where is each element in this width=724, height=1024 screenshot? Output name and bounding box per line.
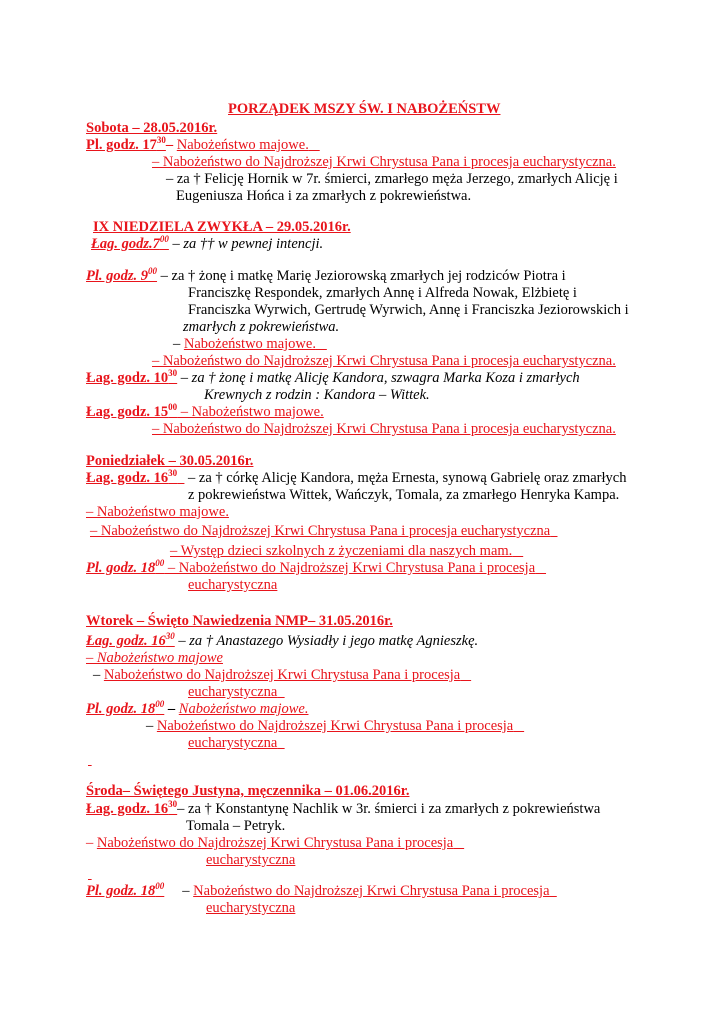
page-title: PORZĄDEK MSZY ŚW. I NABOŻEŃSTW <box>228 101 501 117</box>
sunday-line-10: Łag. godz. $15^{00}$ – Nabożeństwo majowe. <box>86 402 324 420</box>
monday-line-4: – Nabożeństwo do Najdroższej Krwi Chrystusa Pana i procesja eucharystyczna <box>90 523 551 539</box>
monday-line-1: Łag. godz. $16^{30}$ – za † córkę Alicję Kandora, męża Ernesta, synową Gabrielę oraz zmarłych <box>86 468 627 486</box>
tuesday-line-7: eucharystyczna <box>188 735 278 751</box>
saturday-line-2: – Nabożeństwo do Najdroższej Krwi Chrystusa Pana i procesja eucharystyczna. <box>152 154 616 170</box>
wednesday-line-3: – Nabożeństwo do Najdroższej Krwi Chrystusa Pana i procesja <box>86 835 454 851</box>
monday-heading: Poniedziałek – 30.05.2016r. <box>86 453 254 469</box>
sunday-line-3: Franciszkę Respondek, zmarłych Annę i Alfreda Nowak, Elżbietę i <box>188 285 577 301</box>
sunday-line-6: – Nabożeństwo majowe. <box>173 336 316 352</box>
wednesday-line-4: eucharystyczna <box>206 852 296 868</box>
tuesday-heading: Wtorek – Święto Nawiedzenia NMP– 31.05.2016r. <box>86 613 393 629</box>
tuesday-line-1: Łag. godz. $16^{30}$ – za † Anastazego Wysiadły i jego matkę Agnieszkę. <box>86 631 479 649</box>
sunday-line-11: – Nabożeństwo do Najdroższej Krwi Chrystusa Pana i procesja eucharystyczna. <box>152 421 616 437</box>
wednesday-line-5: Pl. godz. $18^{00}$ – Nabożeństwo do Najdroższej Krwi Chrystusa Pana i procesja <box>86 881 550 899</box>
monday-line-5: – Występ dzieci szkolnych z życzeniami dla naszych mam. <box>170 543 513 559</box>
monday-line-6: Pl. godz. $18^{00}$ – Nabożeństwo do Najdroższej Krwi Chrystusa Pana i procesja <box>86 558 536 576</box>
saturday-line-1: Pl. godz. $17^{30}-$ Nabożeństwo majowe. <box>86 135 309 153</box>
tuesday-line-3: – Nabożeństwo do Najdroższej Krwi Chrystusa Pana i procesja <box>93 667 461 683</box>
wednesday-line-1: Łag. godz. $16^{30}-$ za † Konstantynę Nachlik w 3r. śmierci i za zmarłych z pokrewieństwa <box>86 799 601 817</box>
sunday-heading: IX NIEDZIELA ZWYKŁA – 29.05.2016r. <box>93 219 351 235</box>
sunday-line-4: Franciszka Wyrwich, Gertrudę Wyrwich, Annę i Franciszka Jeziorowskich i <box>188 302 629 318</box>
tuesday-empty-line <box>88 752 92 769</box>
saturday-line-3: – za † Felicję Hornik w 7r. śmierci, zmarłego męża Jerzego, zmarłych Alicję i <box>166 171 618 187</box>
sunday-line-8: Łag. godz. $10^{30}$ – za † żonę i matkę Alicję Kandora, szwagra Marka Koza i zmarłych <box>86 368 580 386</box>
sunday-line-7: – Nabożeństwo do Najdroższej Krwi Chrystusa Pana i procesja eucharystyczna. <box>152 353 616 369</box>
wednesday-line-6: eucharystyczna <box>206 900 296 916</box>
tuesday-line-5: Pl. godz. $18^{00}$ – Nabożeństwo majowe. <box>86 699 309 717</box>
wednesday-empty-line <box>88 866 92 883</box>
wednesday-heading: Środa– Świętego Justyna, męczennika – 01.06.2016r. <box>86 783 410 799</box>
monday-line-3: – Nabożeństwo majowe. <box>86 504 229 520</box>
tuesday-line-4: eucharystyczna <box>188 684 278 700</box>
sunday-line-1: Łag. $godz.7^{00}$ – za †† w pewnej intencji. <box>91 234 324 252</box>
sunday-line-5: zmarłych z pokrewieństwa. <box>183 319 340 335</box>
tuesday-line-2: – Nabożeństwo majowe <box>86 650 223 666</box>
saturday-heading: Sobota – 28.05.2016r. <box>86 120 218 136</box>
sunday-line-2: Pl. godz. $9^{00}$ – za † żonę i matkę Marię Jeziorowską zmarłych jej rodziców Piotra i <box>86 266 566 284</box>
tuesday-line-6: – Nabożeństwo do Najdroższej Krwi Chrystusa Pana i procesja <box>146 718 514 734</box>
saturday-line-4: Eugeniusza Hońca i za zmarłych z pokrewieństwa. <box>176 188 472 204</box>
monday-line-7: eucharystyczna <box>188 577 278 593</box>
sunday-line-9: Krewnych z rodzin : Kandora – Wittek. <box>204 387 430 403</box>
monday-line-2: z pokrewieństwa Wittek, Wańczyk, Tomala, za zmarłego Henryka Kampa. <box>188 487 620 503</box>
wednesday-line-2: Tomala – Petryk. <box>186 818 286 834</box>
